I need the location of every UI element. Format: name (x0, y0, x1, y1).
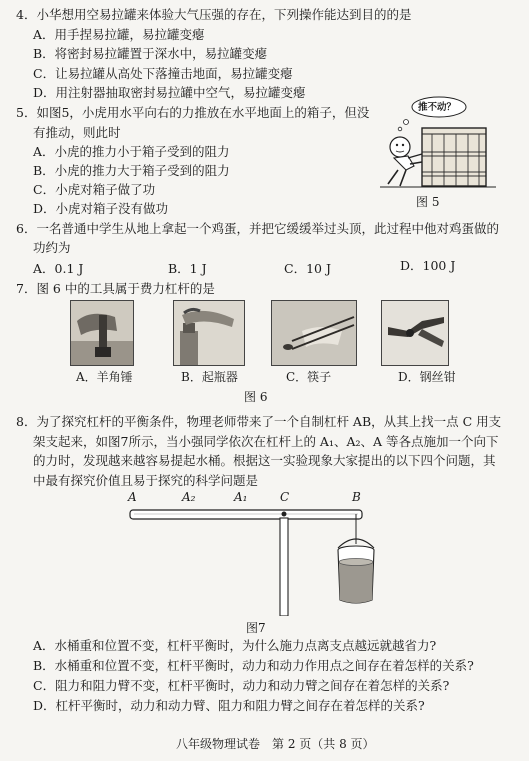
q5-option-b: B．小虎的推力大于箱子受到的阻力 (33, 163, 230, 178)
photo-chopsticks (271, 300, 357, 366)
label-a1: A₁ (234, 490, 248, 504)
figure-5 (376, 92, 500, 192)
q5-option-d: D．小虎对箱子没有做功 (33, 201, 169, 216)
q5-option-a: A．小虎的推力小于箱子受到的阻力 (33, 144, 230, 159)
figure-6-caption: 图 6 (244, 390, 268, 404)
q7-option-a: A．羊角锤 (76, 370, 133, 384)
q6-option-b: B．1 J (168, 261, 207, 276)
q7-option-c: C．筷子 (286, 370, 332, 384)
q8-option-b: B．水桶重和位置不变，杠杆平衡时，动力和动力作用点之间存在着怎样的关系? (33, 658, 474, 673)
q6-stem-line1: 6．一名普通中学生从地上拿起一个鸡蛋，并把它缓缓举过头顶，此过程中他对鸡蛋做的 (16, 221, 499, 236)
speech-bubble-text: 推不动？ (418, 102, 457, 113)
q5-stem-line1: 5．如图5，小虎用水平向右的力推放在水平地面上的箱子，但没 (16, 105, 370, 120)
q8-stem-line1: 8．为了探究杠杆的平衡条件，物理老师带来了一个自制杠杆 AB，从其上找一点 C 用支 (16, 414, 502, 429)
q4-option-b: B．将密封易拉罐置于深水中，易拉罐变瘪 (33, 46, 268, 61)
label-c: C (280, 490, 290, 504)
q8-option-d: D．杠杆平衡时，动力和动力臂、阻力和阻力臂之间存在着怎样的关系? (33, 698, 425, 713)
q8-option-a: A．水桶重和位置不变，杠杆平衡时，为什么施力点离支点越远就越省力? (33, 638, 437, 653)
figure-5-caption: 图 5 (416, 195, 440, 209)
q6-option-a: A．0.1 J (33, 261, 84, 276)
q4-option-d: D．用注射器抽取密封易拉罐中空气，易拉罐变瘪 (33, 85, 306, 100)
q8-stem-line2: 架支起来，如图7所示，当小强同学依次在杠杆上的 A₁、A₂、A 等各点施加一个向下 (33, 434, 499, 449)
q8-stem-line4: 中最有探究价值且易于探究的科学问题是 (33, 473, 259, 488)
lever-bucket-diagram (120, 490, 410, 616)
q4-option-c: C．让易拉罐从高处下落撞击地面，易拉罐变瘪 (33, 66, 293, 81)
q6-option-d: D．100 J (400, 258, 456, 273)
photo-wire-pliers (381, 300, 449, 366)
q5-stem-line2: 有推动，则此时 (33, 125, 121, 140)
q7-stem: 7．图 6 中的工具属于费力杠杆的是 (16, 281, 215, 296)
q7-option-b: B．起瓶器 (181, 370, 238, 384)
q6-stem-line2: 功约为 (33, 240, 71, 255)
q6-option-c: C．10 J (284, 261, 331, 276)
label-a2: A₂ (182, 490, 196, 504)
label-a: A (128, 490, 137, 504)
page-footer: 八年级物理试卷 第 2 页（共 8 页） (176, 737, 375, 751)
q7-option-d: D．钢丝钳 (398, 370, 456, 384)
q4-stem: 4．小华想用空易拉罐来体验大气压强的存在，下列操作能达到目的的是 (16, 7, 412, 22)
q8-option-c: C．阻力和阻力臂不变，杠杆平衡时，动力和动力臂之间存在着怎样的关系? (33, 678, 450, 693)
q5-option-c: C．小虎对箱子做了功 (33, 182, 156, 197)
photo-bottle-opener (173, 300, 245, 366)
figure-7-caption: 图7 (246, 621, 266, 635)
photo-claw-hammer (70, 300, 134, 366)
label-b: B (352, 490, 361, 504)
q8-stem-line3: 的力时，发现越来越容易提起水桶。根据这一实验现象大家提出的以下四个问题，其 (33, 453, 496, 468)
figure-7 (120, 490, 410, 616)
q4-option-a: A．用手捏易拉罐，易拉罐变瘪 (33, 27, 205, 42)
